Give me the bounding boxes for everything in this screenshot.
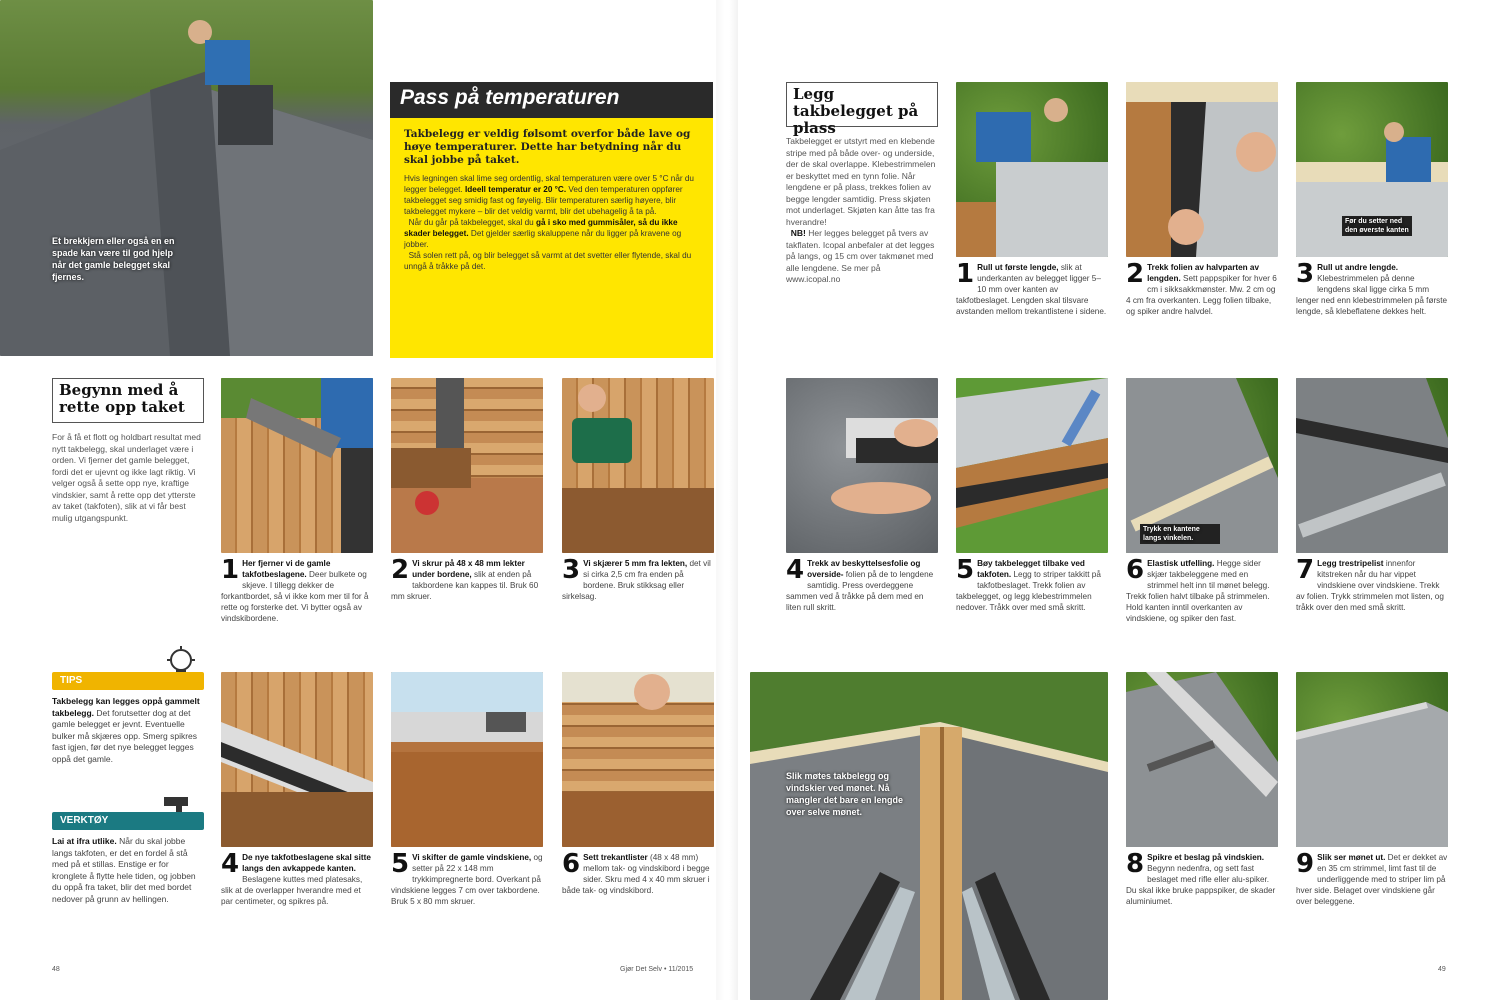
step1-photo: [221, 378, 373, 553]
rstep9-photo: [1296, 672, 1448, 847]
step-bold: Bøy takbelegget tilbake ved takfoten.: [977, 559, 1085, 579]
step-text: det vil si cirka 2,5 cm fra enden på bordene. Bruk stikksag eller sirkelsag.: [562, 559, 711, 601]
step-number: 3: [1296, 259, 1315, 289]
step-bold: Rull ut andre lengde.: [1317, 263, 1399, 272]
rstep5-photo: [956, 378, 1108, 553]
rstep-caption-3: [1296, 259, 1448, 317]
tools-bold: Lai at ifra utlike.: [52, 836, 117, 846]
step-bold: Elastisk utfelling.: [1147, 559, 1215, 568]
ridge-photo: [750, 672, 1108, 1000]
step-number: 1: [221, 555, 240, 585]
step-bold: Sett trekantlister: [583, 853, 648, 862]
step-caption-5: [391, 849, 543, 907]
step-bold: De nye takfotbeslagene skal sitte langs den avkappede kanten.: [242, 853, 371, 873]
temp-highlight: gå i sko med gummisåler, så du ikke skader belegget.: [404, 218, 678, 238]
step-bold: Legg trestripelist: [1317, 559, 1384, 568]
rstep-caption-9: [1296, 849, 1448, 907]
rstep6-overlay: Trykk en kantene langs vinkelen.: [1140, 524, 1220, 544]
step5-photo: [391, 672, 543, 847]
rstep-caption-8: [1126, 849, 1278, 907]
legg-intro: [786, 136, 936, 286]
left-page-number: 48: [52, 966, 60, 973]
step-caption-2: [391, 555, 543, 602]
step-caption-4: [221, 849, 373, 907]
step-bold: Rull ut første lengde,: [977, 263, 1059, 272]
rstep8-photo: [1126, 672, 1278, 847]
step-caption-3: [562, 555, 714, 602]
step4-photo: [221, 672, 373, 847]
step-text: Begynn nedenfra, og sett fast beslaget med rifle eller alu-spiker. Du skal ikke bruke pappspiker, de skader aluminiumet.: [1126, 864, 1276, 906]
step-bold: Spikre et beslag på vindskien.: [1147, 853, 1265, 862]
rstep4-photo: [786, 378, 938, 553]
intro-text: Takbelegget er utstyrt med en klebende stripe med på både over- og underside, der de skal overlappe. Klebestrimmelen er beskyttet med en tynn folie. Når lengdene er på plass, trekkes folien av begge lengder samtidig. Press skjøten mot underlaget. Skjøten kan åtte tas fra hverandre!: [786, 136, 936, 227]
step-number: 6: [1126, 555, 1145, 585]
step-text: Sett pappspiker for hver 6 cm i sikksakkmønster. Mw. 2 cm og 4 cm fra overkanten. Legg folien tilbake, og spiker andre halvdel.: [1126, 274, 1277, 316]
step-bold: Trekk av beskyttelsesfolie og overside-: [807, 559, 921, 579]
temperature-lead: Takbelegg er veldig følsomt overfor både lave og høye temperaturer. Dette har betydning når du skal jobbe på taket.: [404, 128, 691, 166]
step-number: 5: [391, 849, 410, 879]
step2-photo: [391, 378, 543, 553]
magazine-footer: Gjør Det Selv • 11/2015: [620, 966, 694, 973]
step-text: (48 x 48 mm) mellom tak- og vindskibord i begge sider. Skru med 4 x 40 mm skruer i både tak- og vindskibord.: [562, 853, 710, 895]
step3-photo: [562, 378, 714, 553]
step-number: 4: [221, 849, 240, 879]
step-bold: Slik ser mønet ut.: [1317, 853, 1386, 862]
step-text: folien på de to lengdene samtidig. Press overdeggene sammen ved å tråkke på dem med en liten rull skritt.: [786, 570, 934, 612]
hero-caption: Et brekkjern eller også en en spade kan være til god hjelp når det gamle belegget skal fjernes.: [52, 236, 175, 282]
tools-text: Når du skal jobbe langs takfoten, er det en fordel å stå med på et stillas. Enstige er for kronglete å flytte hele tiden, og jobben du oppå fra taket, blir det med bordet nedover på grunn av hellingen.: [52, 836, 196, 904]
temp-text: Når du går på takbelegget, skal du: [408, 218, 534, 227]
tips-label: TIPS: [52, 672, 204, 690]
step-number: 8: [1126, 849, 1145, 879]
begin-body: For å få et flott og holdbart resultat med nytt takbelegg, skal underlaget være i orden. Vi fjerner det gamle belegget, fordi det er ujevnt og ikke lagt riktig. Vi velger også å sette opp nye, kraftige vindskier, samt å rette opp det ytterste av taket (takfoten), slik at vi får best mulig utgangspunkt.: [52, 432, 201, 523]
ridge-caption: Slik møtes takbelegg og vindskier ved mønet. Nå mangler det bare en lengde over selve mønet.: [786, 771, 904, 817]
step-text: Legg to striper takkitt på takfotbeslaget. Trekk folien av takbelegget, og legg klebestrimmelen nedover. Tråkk over med små skritt.: [956, 570, 1101, 612]
step-number: 2: [1126, 259, 1145, 289]
step-number: 2: [391, 555, 410, 585]
step-bold: Trekk folien av halvparten av lengden.: [1147, 263, 1260, 283]
temp-text: Stå solen rett på, og blir belegget så varmt at det svetter eller flytende, skal du unngå å tråkke på det.: [404, 251, 692, 271]
step-number: 6: [562, 849, 581, 879]
step-bold: Vi skrur på 48 x 48 mm lekter under bordene,: [412, 559, 525, 579]
rstep7-photo: [1296, 378, 1448, 553]
rstep3-photo: [1296, 82, 1448, 257]
rstep-caption-1: [956, 259, 1108, 317]
step-number: 9: [1296, 849, 1315, 879]
rstep-caption-6: [1126, 555, 1278, 624]
step-text: Det er dekket av en 35 cm strimmel, limt fast til de underliggende med to striper lim på hver side. Belaget over vindskiene går over beleggene.: [1296, 853, 1448, 906]
step-bold: Vi skjærer 5 mm fra lekten,: [583, 559, 688, 568]
temperature-body: [390, 171, 713, 272]
step-text: og setter på 22 x 148 mm trykkimpregnerte bord. Overkant på vindskiene legges 7 cm over takbordene. Bruk 5 x 80 mm skruer.: [391, 853, 543, 906]
step-number: 3: [562, 555, 581, 585]
temp-text: Ved den temperaturen oppfører takbelegget seg smidig fast og føyelig. Blir temperaturen særlig høyere, blir takbelegget mykere – blir det veldig varmt, blir det ubehagelig å ta på.: [404, 185, 683, 216]
rstep2-photo: [1126, 82, 1278, 257]
step6-photo: [562, 672, 714, 847]
step-text: slik at underkanten av belegget ligger 5–10 mm over kanten av takfotbeslaget. Lengden skal tilsvare avstanden mellom trekantlistene i sidene.: [956, 263, 1107, 316]
step-caption-1: [221, 555, 373, 624]
spine-gutter: [716, 0, 738, 1000]
step-text: Klebestrimmelen på denne lengdens skal ligge cirka 5 mm lenger ned enn klebestrimmelen på første lengde, så klebeflatene dekkes helt.: [1296, 274, 1448, 316]
begin-heading: Begynn med å rette opp taket: [52, 378, 204, 423]
ridge-svg: [750, 672, 1108, 1000]
step-text: innenfor kitstreken når du har vippet vindskiene over vindskiene. Trekk av folien. Trykk strimmelen mot listen, og tråkk over den med små skritt.: [1296, 559, 1444, 612]
temperature-box: [390, 82, 713, 358]
step-number: 7: [1296, 555, 1315, 585]
rstep-caption-2: [1126, 259, 1278, 317]
step-number: 4: [786, 555, 805, 585]
step-bold: Her fjerner vi de gamle takfotbeslagene.: [242, 559, 331, 579]
step-caption-6: [562, 849, 714, 896]
legg-heading: Legg takbelegget på plass: [786, 82, 938, 127]
left-page: [0, 0, 716, 1000]
tips-body: [52, 696, 202, 765]
nb-label: NB!: [790, 228, 806, 238]
step-bold: Vi skifter de gamle vindskiene,: [412, 853, 532, 862]
temperature-title: Pass på temperaturen: [390, 82, 713, 118]
temp-highlight: Ideell temperatur er 20 °C.: [465, 185, 567, 194]
step-number: 1: [956, 259, 975, 289]
rstep6-photo: [1126, 378, 1278, 553]
step-text: slik at enden på takbordene kan kappes til. Bruk 60 mm skruer.: [391, 570, 539, 601]
rstep-caption-5: [956, 555, 1108, 613]
tools-label: VERKTØY: [52, 812, 204, 830]
tips-bold: Takbelegg kan legges oppå gammelt takbelegg.: [52, 696, 200, 718]
hero-roof-svg: [0, 0, 373, 356]
rstep1-photo: [956, 82, 1108, 257]
tips-text: Det forutsetter dog at det gamle belegget er jevnt. Eventuelle bulker må skjæres opp. Smerg spikres fast igjen, før det nye belegget legges oppå det gamle.: [52, 707, 198, 764]
temp-text: Hvis legningen skal lime seg ordentlig, skal temperaturen være over 5 °C når du legger belegget.: [404, 174, 694, 194]
hero-photo: [0, 0, 373, 356]
step-number: 5: [956, 555, 975, 585]
temp-text: Det gjelder særlig skaluppene når du ligger på kravene og jobber.: [404, 229, 682, 249]
tools-body: [52, 836, 202, 905]
nb-text: Her legges belegget på tvers av takflaten. Icopal anbefaler at det legges på langs, og 15 cm over takmønet med alle lengdene. Se mer på www.icopal.no: [786, 228, 935, 284]
step-text: Deer bulkete og skjeve. I tillegg dekker de forkantbordet, så vi ikke kom mer til for å rette og forsterke det. Vi bytter også av vindskibordene.: [221, 570, 369, 623]
rstep-caption-7: [1296, 555, 1448, 613]
step-text: Hegge sider skjær takbeleggene med en strimmel helt inn til mønet belegg. Trekk folien halvt tilbake på strimmelen. Hold kanten inntil overkanten av vindskiene, og spiker den fast.: [1126, 559, 1270, 623]
right-page: [738, 0, 1500, 1000]
step-text: Beslagene kuttes med platesaks, slik at de overlapper hverandre med et par centimeter, og spikres på.: [221, 875, 363, 906]
rstep-caption-4: [786, 555, 938, 613]
right-page-number: 49: [1438, 966, 1446, 973]
rstep3-overlay: Før du setter ned den øverste kanten: [1342, 216, 1412, 236]
